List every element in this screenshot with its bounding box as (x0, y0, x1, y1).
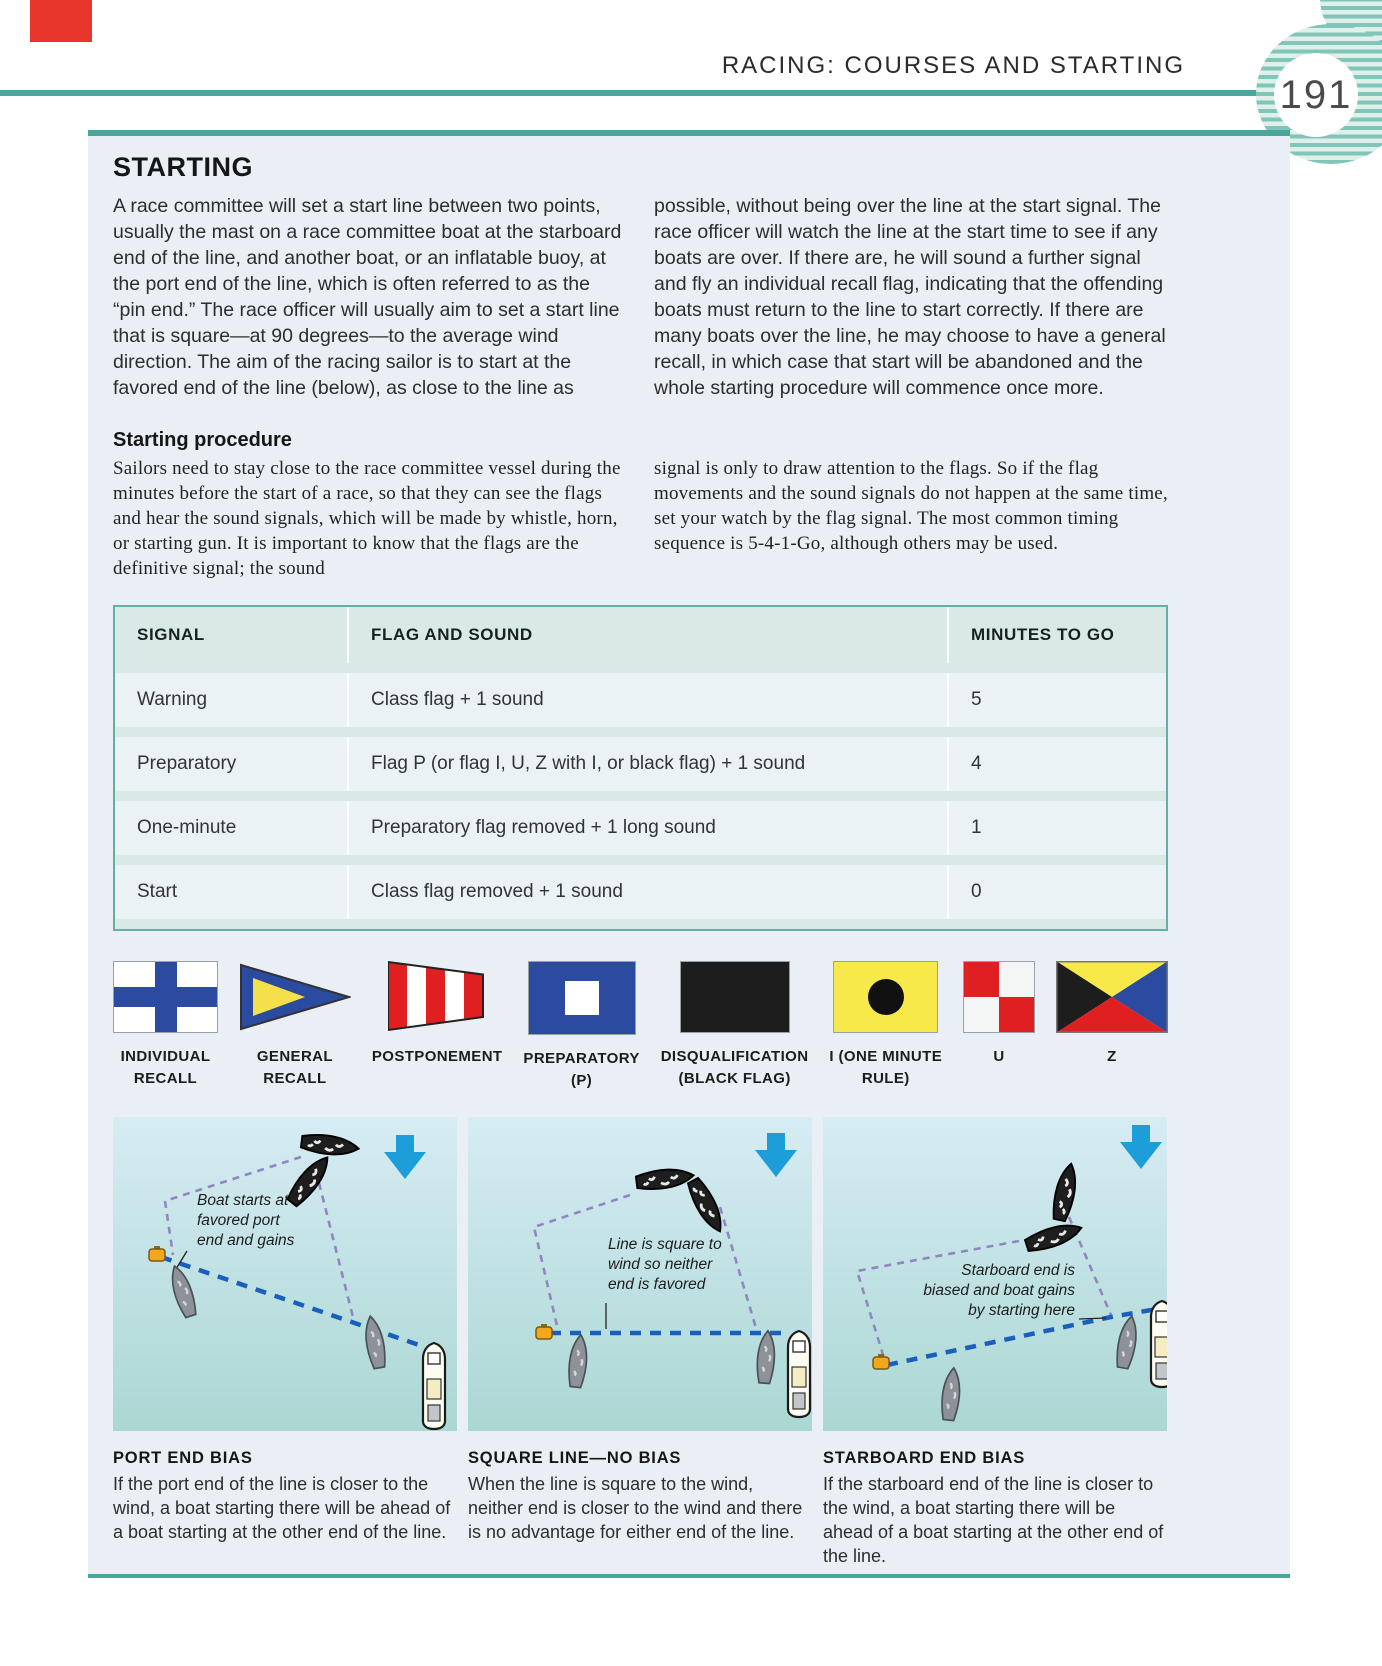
flag-label: GENERAL RECALL (256, 1048, 333, 1087)
cell-signal: One-minute (137, 817, 237, 838)
start-line-diagrams (113, 1117, 1168, 1431)
signal-table (113, 605, 1168, 931)
table-row (115, 673, 1166, 727)
cell-flag-sound: Flag P (or flag I, U, Z with I, or black flag) + 1 sound (347, 737, 947, 791)
cell-flag-sound: Class flag removed + 1 sound (347, 865, 947, 919)
flag-label: U (993, 1048, 1005, 1065)
caption-square-line (468, 1449, 812, 1568)
table-row (115, 801, 1166, 855)
cell-minutes: 4 (947, 737, 1166, 791)
table-header-row (115, 607, 1166, 663)
table-row (115, 865, 1166, 919)
col-header-signal: SIGNAL (137, 625, 205, 644)
flag-label: PREPARATORY (P) (523, 1050, 640, 1089)
diagram-captions (113, 1449, 1168, 1568)
black-flag-icon (680, 961, 790, 1033)
flag-label: INDIVIDUAL RECALL (120, 1048, 211, 1087)
cell-minutes: 1 (947, 801, 1166, 855)
content-box (88, 130, 1290, 1578)
flag-individual-recall (113, 961, 218, 1090)
table-row (115, 737, 1166, 791)
diagram-annotation: Boat starts at favored port end and gains (197, 1191, 295, 1250)
article-title: STARTING (113, 152, 253, 182)
procedure-columns (113, 456, 1168, 581)
caption-title: STARBOARD END BIAS (823, 1448, 1026, 1467)
intro-column-1: A race committee will set a start line between two points, usually the mast on a race committee boat at the starboard end of the line, and another boat, or an inflatable buoy, at the port end of the line, which is often referred to as the “pin end.” The race officer will usually aim to set a start line that is square—at 90 degrees—to the average wind direction. The aim of the racing sailor is to start at the favored end of the line (below), as close to the line as (113, 195, 622, 399)
diagram-port-end-bias (113, 1117, 457, 1431)
flag-label: I (ONE MINUTE RULE) (829, 1048, 943, 1087)
click-marker (30, 0, 92, 42)
col-header-minutes: MINUTES TO GO (947, 607, 1166, 663)
flag-one-minute-rule (829, 961, 942, 1090)
p-flag-icon (528, 961, 636, 1035)
procedure-column-2: signal is only to draw attention to the flags. So if the flag movements and the sound signals do not happen at the same time, set your watch by the flag signal. The most common timing sequence is 5-4-1-Go, although others may be used. (654, 458, 1168, 554)
cell-flag-sound: Preparatory flag removed + 1 long sound (347, 801, 947, 855)
diagram-starboard-end-bias (823, 1117, 1167, 1431)
flag-general-recall (239, 961, 351, 1090)
u-flag-icon (963, 961, 1035, 1033)
diagram-annotation: Line is square to wind so neither end is favored (608, 1235, 722, 1294)
procedure-column-1: Sailors need to stay close to the race committee vessel during the minutes before the start of a race, so that they can see the flags and hear the sound signals, which will be made by whistle, horn, or starting gun. It is important to know that the flags are the definitive signal; the sound (113, 458, 621, 579)
procedure-heading: Starting procedure (113, 429, 292, 451)
first-substitute-pennant-icon (239, 961, 351, 1033)
flag-z (1056, 961, 1168, 1068)
port-end-bias-illustration (113, 1117, 457, 1431)
diagram-square-line (468, 1117, 812, 1431)
caption-body: If the port end of the line is closer to the wind, a boat starting there will be ahead of a boat starting at the other end of the line. (113, 1473, 451, 1542)
cell-signal: Preparatory (137, 753, 237, 774)
intro-columns (113, 193, 1168, 401)
cell-signal: Warning (137, 689, 208, 710)
intro-column-2: possible, without being over the line at the start signal. The race officer will watch the line at the start time to see if any boats are over. If there are, he will sound a further signal and fly an individual recall flag, indicating that the offending boats must return to the line to start correctly. If there are many boats over the line, he may choose to have a general recall, in which case that start will be abandoned and the whole starting procedure will commence once more. (654, 195, 1166, 399)
answering-pennant-icon (388, 961, 486, 1033)
flag-label: Z (1107, 1048, 1117, 1065)
col-header-flag-and-sound: FLAG AND SOUND (347, 607, 947, 663)
x-flag-icon (113, 961, 218, 1033)
diagram-annotation: Starboard end is biased and boat gains by starting here (923, 1261, 1075, 1320)
cell-flag-sound: Class flag + 1 sound (347, 673, 947, 727)
flag-label: POSTPONEMENT (371, 1048, 503, 1065)
page-header-title: RACING: COURSES AND STARTING (721, 52, 1185, 79)
flag-disqualification (661, 961, 809, 1090)
caption-starboard-end-bias (823, 1449, 1167, 1568)
caption-title: PORT END BIAS (113, 1448, 253, 1467)
page-number: 191 (1279, 72, 1353, 117)
flag-u (963, 961, 1035, 1068)
flag-postponement (372, 961, 503, 1068)
flag-label: DISQUALIFICATION (BLACK FLAG) (660, 1048, 809, 1087)
header-rule (0, 90, 1272, 96)
signal-flags-row (113, 961, 1168, 1092)
flag-preparatory (523, 961, 639, 1092)
caption-body: When the line is square to the wind, neither end is closer to the wind and there is no advantage for either end of the line. (468, 1473, 803, 1542)
cell-signal: Start (137, 881, 178, 902)
cell-minutes: 0 (947, 865, 1166, 919)
caption-port-end-bias (113, 1449, 457, 1568)
caption-title: SQUARE LINE—NO BIAS (468, 1448, 682, 1467)
z-flag-icon (1056, 961, 1168, 1033)
i-flag-icon (833, 961, 938, 1033)
caption-body: If the starboard end of the line is closer to the wind, a boat starting there will be ahead of a boat starting at the other end of the line. (823, 1473, 1164, 1566)
page-number-circle (1274, 53, 1358, 137)
cell-minutes: 5 (947, 673, 1166, 727)
